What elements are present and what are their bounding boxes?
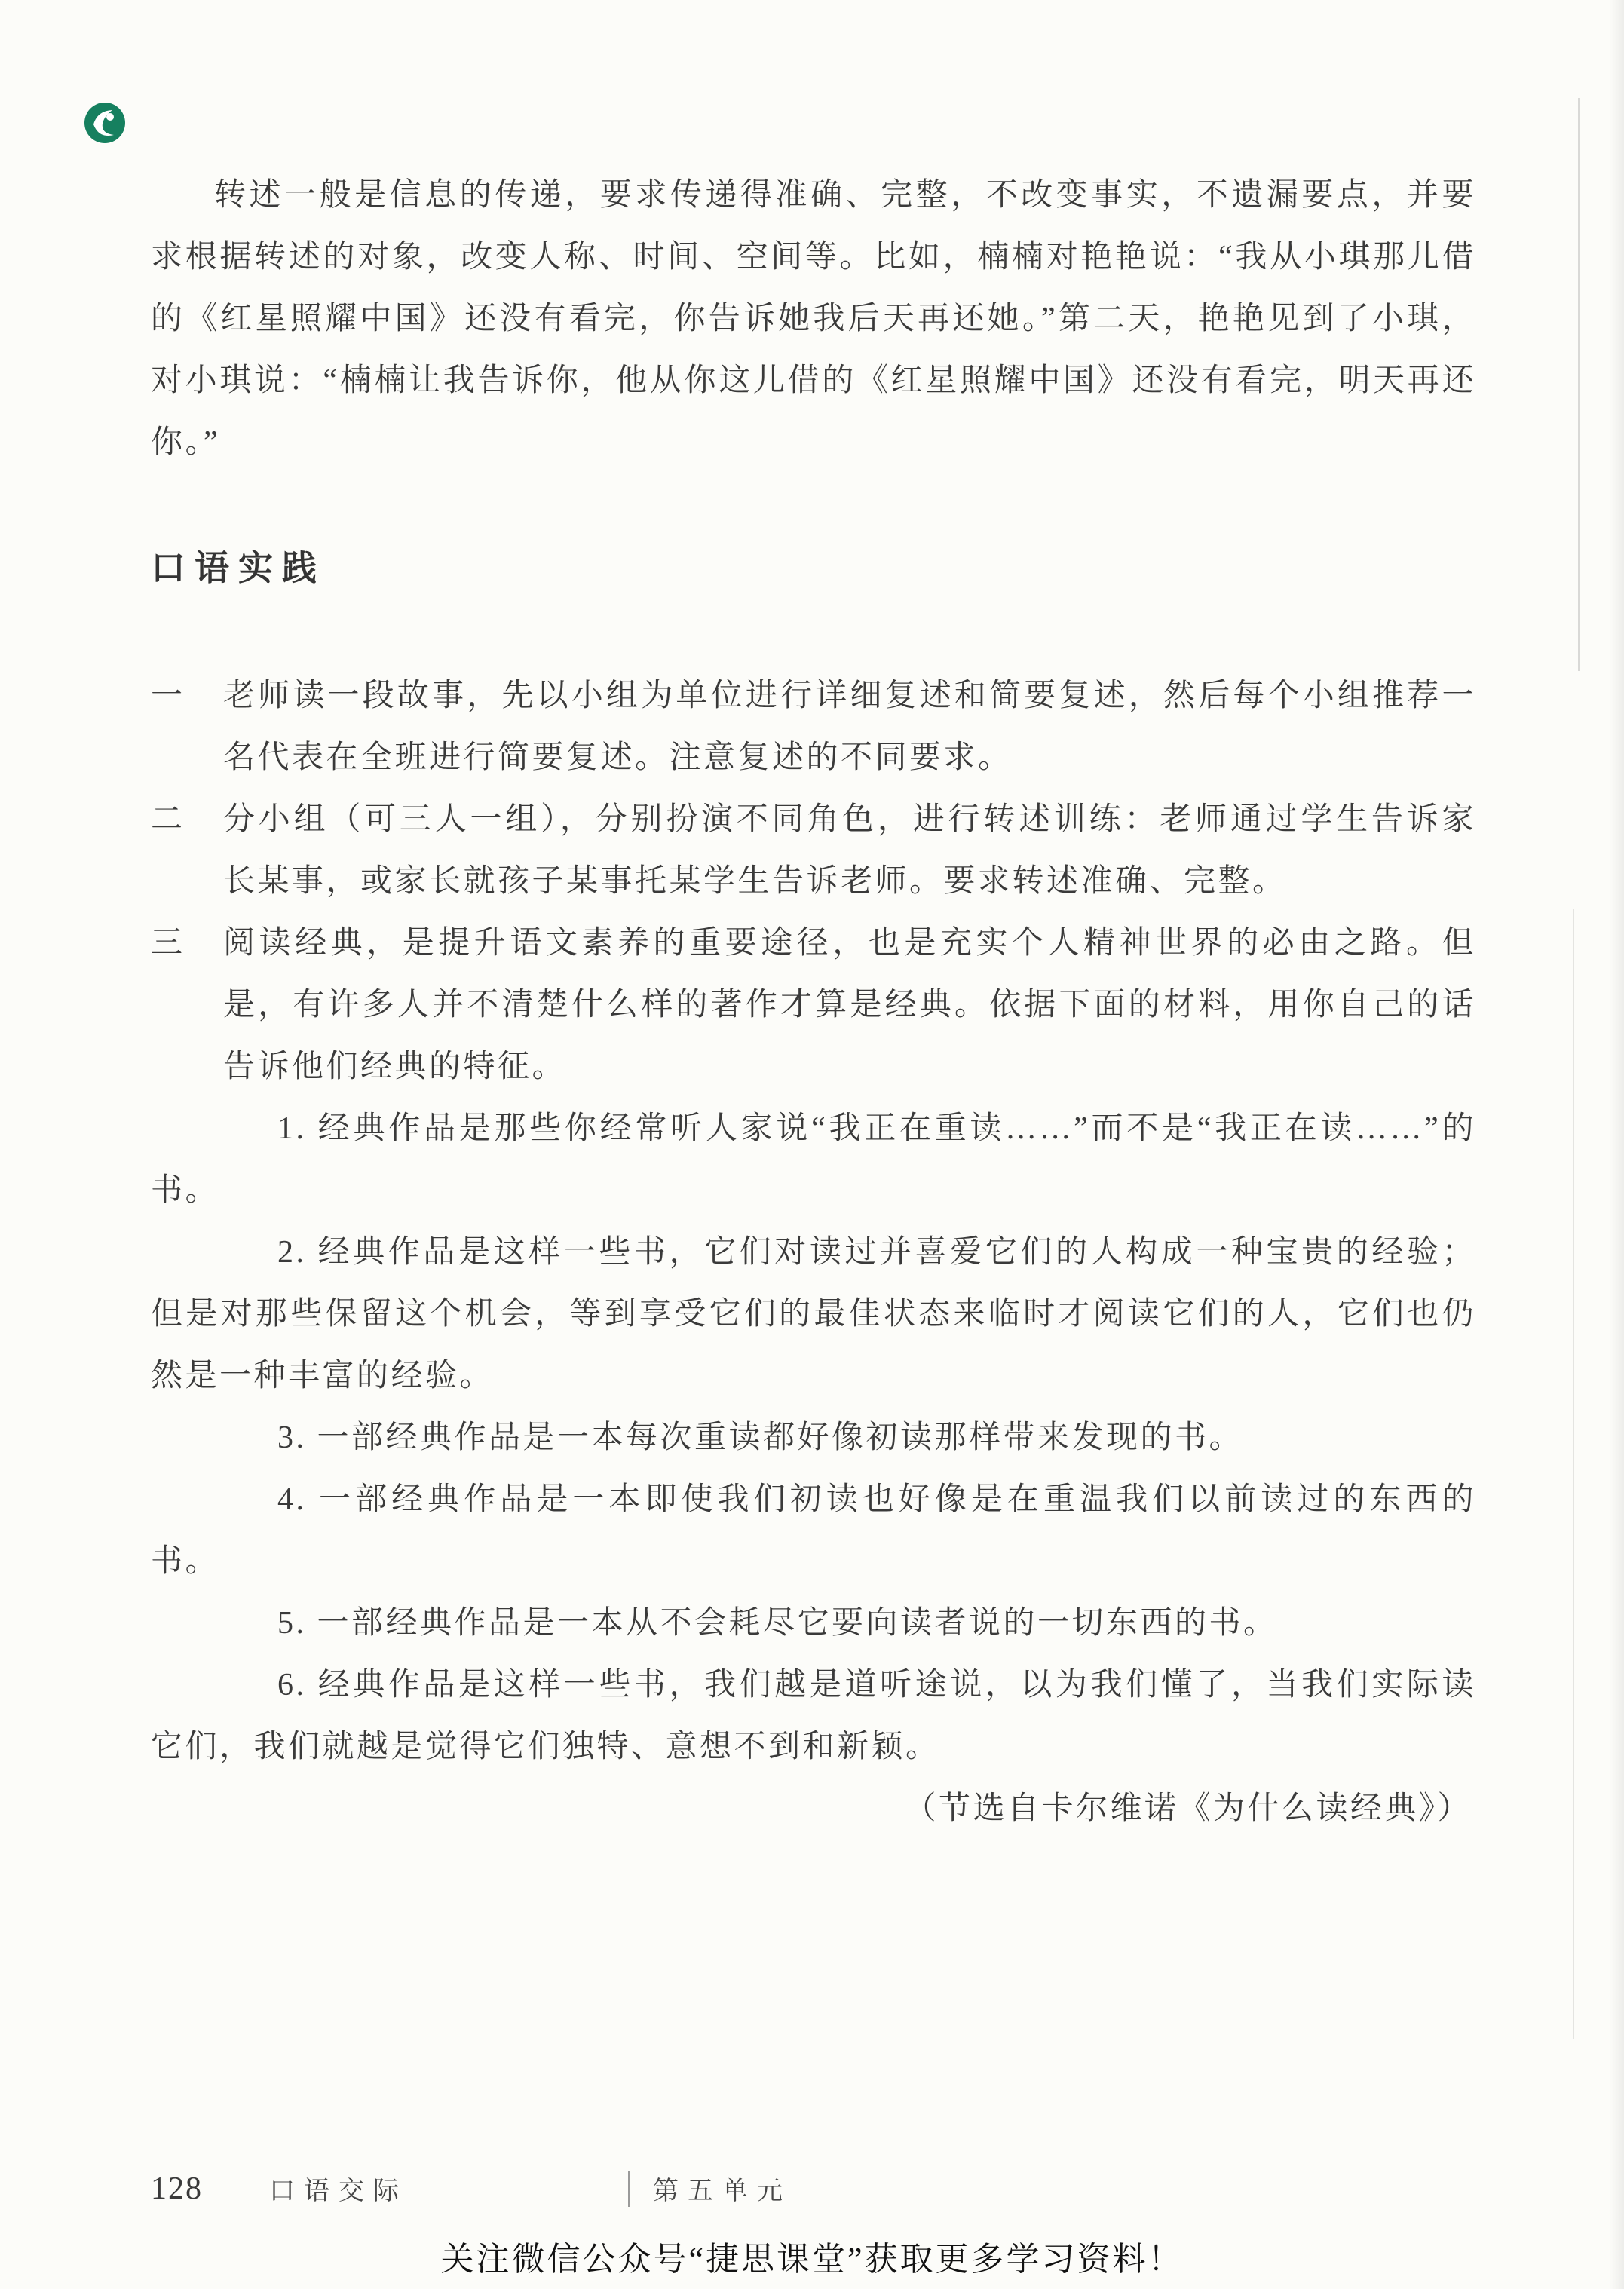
footer-divider	[628, 2171, 630, 2207]
quotes-block	[151, 1098, 1476, 1840]
watermark-text: 关注微信公众号“捷思课堂”获取更多学习资料！	[440, 2241, 1184, 2278]
task-text-2: 分小组（可三人一组），分别扮演不同角色，进行转述训练：老师通过学生告诉家长某事，或家长就孩子某事托某学生告诉老师。要求转述准确、完整。	[223, 802, 1476, 899]
page-number: 128	[151, 2171, 203, 2206]
task-item-1	[151, 665, 1476, 789]
scan-artifact-line	[1578, 98, 1580, 671]
footer-unit-label: 第五单元	[653, 2177, 792, 2205]
task-marker-2: 二	[151, 802, 185, 837]
quote-paragraph-4: 4. 一部经典作品是一本即使我们初读也好像是在重温我们以前读过的东西的书。	[151, 1482, 1476, 1579]
footer-section-label: 口语交际	[269, 2177, 408, 2205]
attribution-line: （节选自卡尔维诺《为什么读经典》）	[904, 1791, 1472, 1826]
task-item-2	[151, 789, 1476, 912]
intro-paragraph: 转述一般是信息的传递，要求传递得准确、完整，不改变事实，不遗漏要点，并要求根据转述的对象，改变人称、时间、空间等。比如，楠楠对艳艳说：“我从小琪那儿借的《红星照耀中国》还没有看完，你告诉她我后天再还她。”第二天，艳艳见到了小琪，对小琪说：“楠楠让我告诉你，他从你这儿借的《红星照耀中国》还没有看完，明天再还你。”	[151, 178, 1476, 460]
task-list	[151, 665, 1476, 1098]
quote-paragraph-1: 1. 经典作品是那些你经常听人家说“我正在重读……”而不是“我正在读……”的书。	[151, 1111, 1476, 1208]
task-text-1: 老师读一段故事，先以小组为单位进行详细复述和简要复述，然后每个小组推荐一名代表在全班进行简要复述。注意复述的不同要求。	[223, 679, 1476, 775]
quote-paragraph-2: 2. 经典作品是这样一些书，它们对读过并喜爱它们的人构成一种宝贵的经验；但是对那些保留这个机会，等到享受它们的最佳状态来临时才阅读它们的人，它们也仍然是一种丰富的经验。	[151, 1235, 1476, 1393]
task-marker-1: 一	[151, 679, 185, 713]
task-marker-3: 三	[151, 926, 185, 961]
scan-edge-shadow	[1609, 0, 1624, 2289]
page-footer	[151, 2170, 792, 2207]
task-item-3	[151, 912, 1476, 1098]
publisher-logo-icon	[83, 101, 127, 145]
quote-paragraph-6: 6. 经典作品是这样一些书，我们越是道听途说，以为我们懂了，当我们实际读它们，我们就越是觉得它们独特、意想不到和新颖。	[151, 1668, 1476, 1764]
quote-paragraph-3: 3. 一部经典作品是一本每次重读都好像初读那样带来发现的书。	[277, 1420, 1244, 1455]
page-content	[151, 0, 1476, 1840]
section-heading: 口语实践	[151, 549, 326, 587]
task-text-3: 阅读经典，是提升语文素养的重要途径，也是充实个人精神世界的必由之路。但是，有许多人并不清楚什么样的著作才算是经典。依据下面的材料，用你自己的话告诉他们经典的特征。	[223, 926, 1476, 1084]
scan-artifact-line	[1573, 909, 1574, 2039]
quote-paragraph-5: 5. 一部经典作品是一本从不会耗尽它要向读者说的一切东西的书。	[277, 1606, 1278, 1641]
